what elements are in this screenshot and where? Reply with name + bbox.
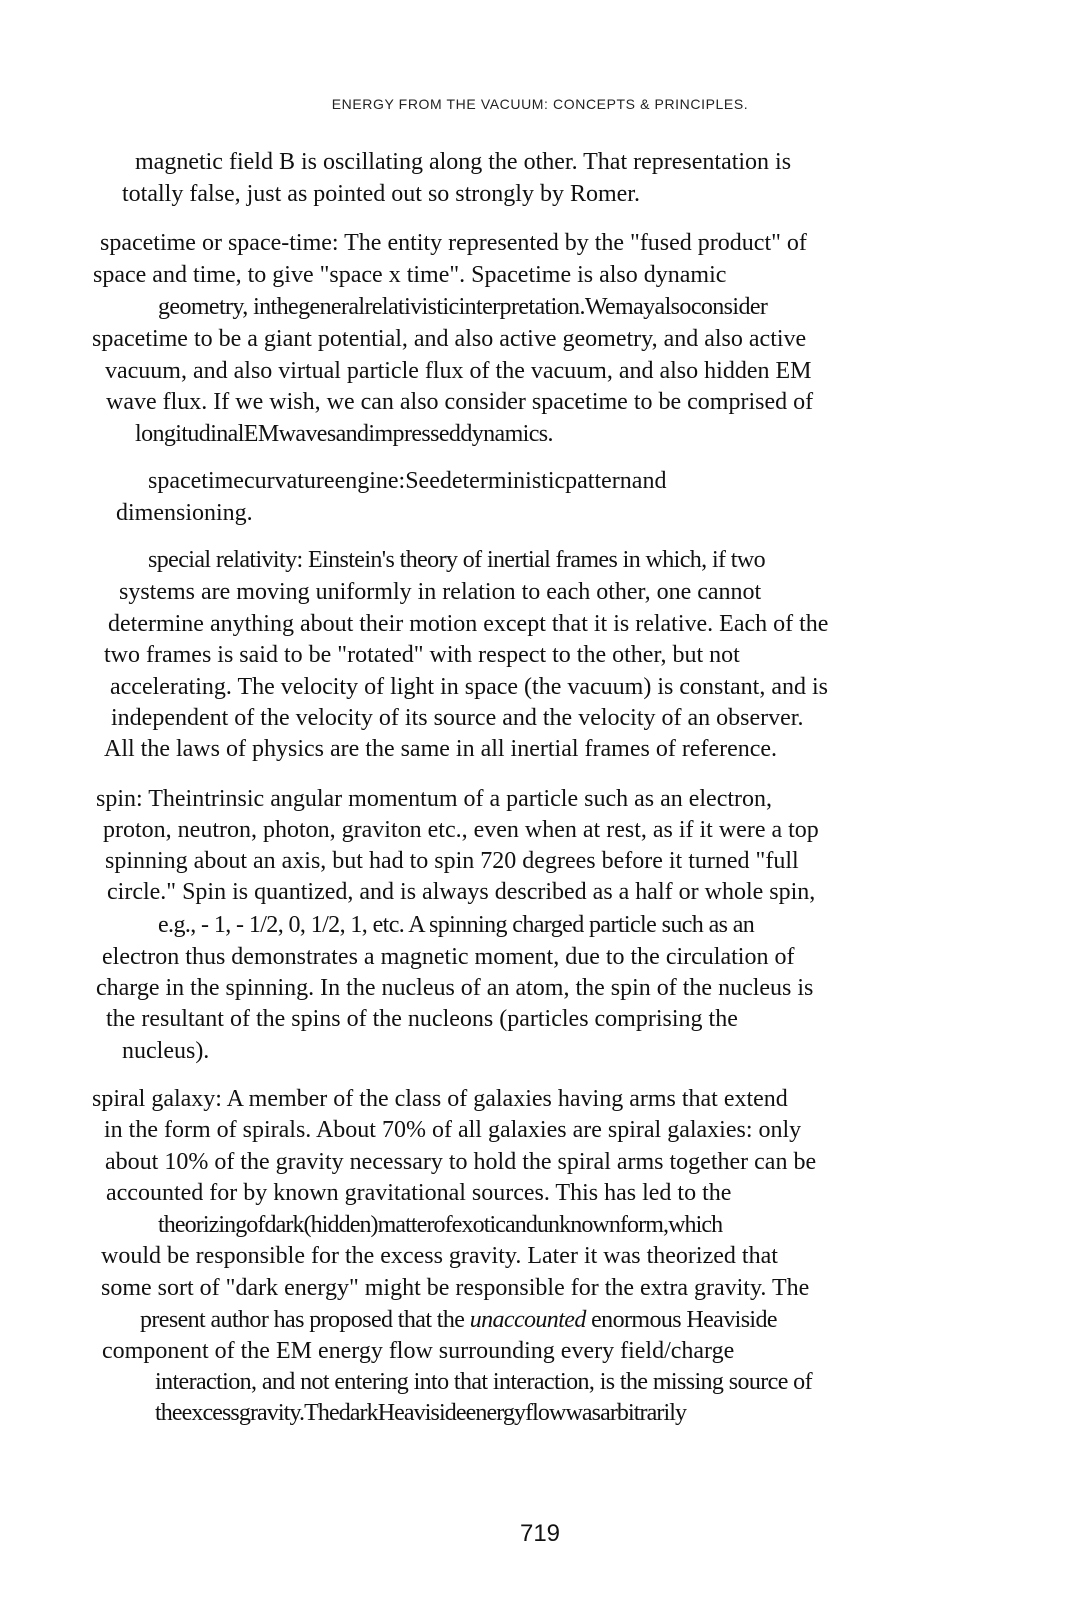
text-line: magnetic field B is oscillating along the other. That representation is xyxy=(135,149,792,175)
running-header: ENERGY FROM THE VACUUM: CONCEPTS & PRINCIPLES. xyxy=(331,96,749,112)
glossary-entry-spacetime-curvature-engine: spacetimecurvatureengine:Seedeterministicpatternand xyxy=(148,468,667,494)
text-line: accounted for by known gravitational sources. This has led to the xyxy=(106,1180,732,1206)
text-line: spinning about an axis, but had to spin 720 degrees before it turned "full xyxy=(105,848,799,874)
text-line: about 10% of the gravity necessary to hold the spiral arms together can be xyxy=(105,1149,817,1175)
text-line: the resultant of the spins of the nucleons (particles comprising the xyxy=(106,1006,738,1032)
text-line: proton, neutron, photon, graviton etc., even when at rest, as if it were a top xyxy=(103,817,819,843)
text-line: interaction, and not entering into that interaction, is the missing source of xyxy=(155,1369,812,1395)
glossary-entry-spacetime: spacetime or space-time: The entity represented by the "fused product" of xyxy=(100,230,807,256)
text-line: circle." Spin is quantized, and is always described as a half or whole spin, xyxy=(107,879,816,905)
text-line: theorizingofdark(hidden)matterofexoticandunknownform,which xyxy=(158,1212,723,1238)
glossary-entry-special-relativity: special relativity: Einstein's theory of inertial frames in which, if two xyxy=(148,547,766,573)
text-line: theexcessgravity.ThedarkHeavisideenergyflowwasarbitrarily xyxy=(155,1400,687,1426)
text-line: some sort of "dark energy" might be responsible for the extra gravity. The xyxy=(101,1275,810,1301)
text-line xyxy=(140,1305,777,1335)
text-line: totally false, just as pointed out so strongly by Romer. xyxy=(122,181,640,207)
text-span: enormous Heaviside xyxy=(585,1307,777,1333)
text-line: would be responsible for the excess gravity. Later it was theorized that xyxy=(101,1243,778,1269)
text-line: All the laws of physics are the same in all inertial frames of reference. xyxy=(104,736,778,762)
text-line: systems are moving uniformly in relation to each other, one cannot xyxy=(119,579,762,605)
page-number: 719 xyxy=(519,1520,561,1547)
emphasized-word: unaccounted xyxy=(469,1307,586,1333)
glossary-entry-spin: spin: Theintrinsic angular momentum of a particle such as an electron, xyxy=(96,786,773,812)
text-line: accelerating. The velocity of light in space (the vacuum) is constant, and is xyxy=(110,674,828,700)
text-line: space and time, to give "space x time". Spacetime is also dynamic xyxy=(93,262,727,288)
text-line: determine anything about their motion except that it is relative. Each of the xyxy=(108,611,829,637)
text-line: vacuum, and also virtual particle flux of the vacuum, and also hidden EM xyxy=(105,358,812,384)
glossary-entry-spiral-galaxy: spiral galaxy: A member of the class of galaxies having arms that extend xyxy=(92,1086,788,1112)
text-line: electron thus demonstrates a magnetic moment, due to the circulation of xyxy=(102,944,795,970)
text-line: spacetime to be a giant potential, and also active geometry, and also active xyxy=(92,326,807,352)
text-line: charge in the spinning. In the nucleus of an atom, the spin of the nucleus is xyxy=(96,975,814,1001)
text-line: nucleus). xyxy=(122,1038,210,1064)
text-line: independent of the velocity of its source and the velocity of an observer. xyxy=(111,705,804,731)
text-line: wave flux. If we wish, we can also consider spacetime to be comprised of xyxy=(106,389,814,415)
text-line: two frames is said to be "rotated" with respect to the other, but not xyxy=(104,642,740,668)
text-line: geometry, inthegeneralrelativisticinterpretation.Wemayalsoconsider xyxy=(158,294,768,320)
text-span: present author has proposed that the xyxy=(140,1307,470,1333)
text-line: longitudinalEMwavesandimpresseddynamics. xyxy=(135,421,553,447)
text-line: dimensioning. xyxy=(116,500,253,526)
text-line: in the form of spirals. About 70% of all galaxies are spiral galaxies: only xyxy=(104,1117,802,1143)
text-line: component of the EM energy flow surrounding every field/charge xyxy=(102,1338,735,1364)
text-line: e.g., - 1, - 1/2, 0, 1/2, 1, etc. A spinning charged particle such as an xyxy=(158,912,755,938)
